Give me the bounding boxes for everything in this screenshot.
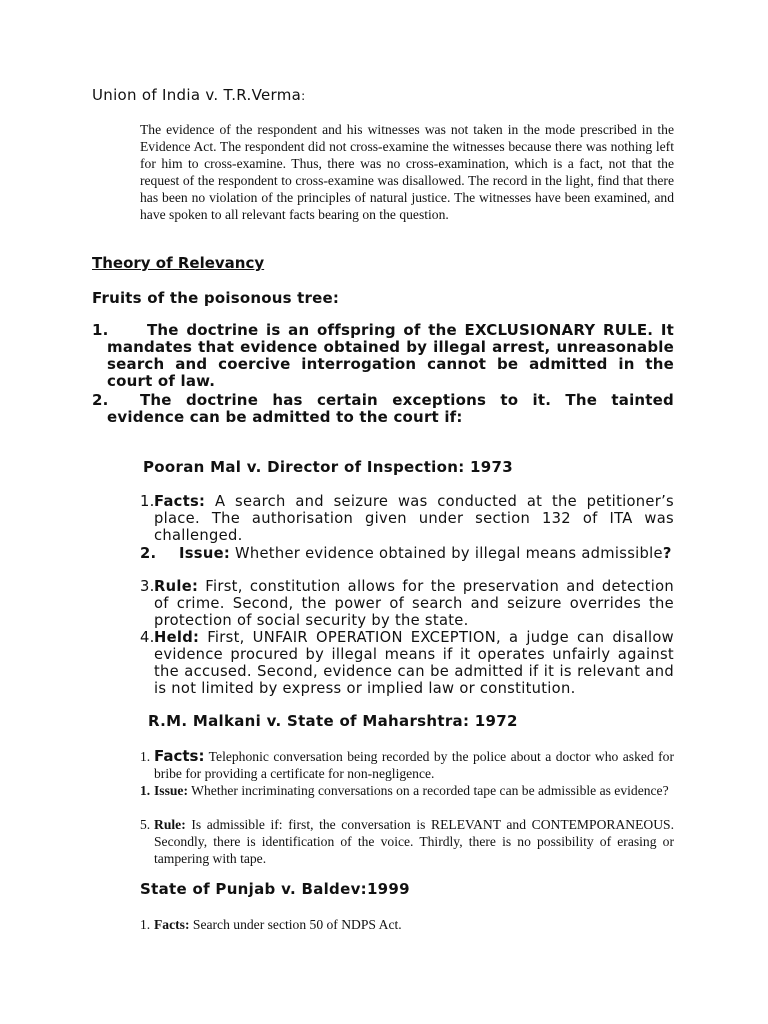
- list-number: 2.: [140, 545, 157, 562]
- case-heading-union: [92, 86, 305, 104]
- item-label: Held:: [154, 629, 200, 646]
- fruits-list-item: [92, 322, 674, 390]
- item-label: Issue:: [179, 545, 231, 562]
- fruits-list-item: [92, 392, 674, 426]
- item-text: Telephonic conversation being recorded by the police about a doctor who asked for bribe for providing a certificate for non-negligence.: [154, 749, 674, 781]
- case-heading-text: Union of India v. T.R.Verma: [92, 86, 302, 104]
- list-number: 2.: [92, 391, 109, 409]
- malkani-issue-item: [140, 782, 674, 799]
- pooran-rule-item: [140, 578, 674, 629]
- baldev-facts-item: [140, 916, 674, 933]
- list-number: 5.: [140, 817, 151, 832]
- item-label: Rule:: [154, 578, 199, 595]
- case-title-malkani: R.M. Malkani v. State of Maharshtra: 1972: [148, 712, 518, 730]
- list-number: 1.: [92, 321, 109, 339]
- item-label: Facts:: [154, 747, 205, 765]
- list-number: 1.: [140, 783, 151, 798]
- item-text: A search and seizure was conducted at the petitioner’s place. The authorisation given under section 132 of ITA was challenged.: [154, 493, 674, 544]
- item-label: Issue:: [154, 783, 188, 798]
- theory-heading: Theory of Relevancy: [92, 254, 265, 272]
- list-item-text: The doctrine has certain exceptions to it. The tainted evidence can be admitted to the court if:: [107, 391, 674, 426]
- case-title-pooran-mal: Pooran Mal v. Director of Inspection: 1973: [143, 458, 513, 476]
- item-text: First, constitution allows for the preservation and detection of crime. Second, the power of search and seizure overrides the protection of social security by the state.: [154, 578, 674, 629]
- case-title-baldev: State of Punjab v. Baldev:1999: [140, 880, 410, 898]
- list-number: 1.: [140, 493, 155, 510]
- list-number: 4.: [140, 629, 155, 646]
- list-number: 3.: [140, 578, 155, 595]
- item-label: Facts:: [154, 493, 206, 510]
- pooran-issue-item: [140, 545, 674, 562]
- list-number: 1.: [140, 917, 151, 932]
- quoted-judgment-paragraph: The evidence of the respondent and his witnesses was not taken in the mode prescribed in the Evidence Act. The respondent did not cross-examine the witnesses because there was nothing left for him to cross-examine. Thus, there was no cross-examination, which is a fact, not that the request of the respondent to cross-examine was disallowed. The record in the light, find that there has been no violation of the principles of natural justice. The witnesses have been examined, and have spoken to all relevant facts bearing on the question.: [140, 122, 674, 223]
- item-text: Search under section 50 of NDPS Act.: [189, 917, 402, 932]
- malkani-facts-item: [140, 748, 674, 782]
- item-trailing-mark: ?: [662, 545, 672, 562]
- list-item-text: The doctrine is an offspring of the EXCLUSIONARY RULE. It mandates that evidence obtained by illegal arrest, unreasonable search and coercive interrogation cannot be admitted in the court of law.: [107, 321, 674, 390]
- list-number: 1.: [140, 749, 151, 764]
- item-label: Facts:: [154, 917, 190, 932]
- case-heading-colon: :: [301, 89, 306, 103]
- malkani-rule-item: [140, 816, 674, 867]
- item-label: Rule:: [154, 817, 186, 832]
- item-text: Whether evidence obtained by illegal means admissible: [230, 545, 663, 562]
- fruits-heading: Fruits of the poisonous tree:: [92, 289, 340, 307]
- pooran-held-item: [140, 629, 674, 697]
- item-text: First, UNFAIR OPERATION EXCEPTION, a judge can disallow evidence procured by illegal means if it operates unfairly against the accused. Second, evidence can be admitted if it is relevant and is not limited by express or implied law or constitution.: [154, 629, 674, 697]
- item-text: Whether incriminating conversations on a recorded tape can be admissible as evidence?: [188, 783, 669, 798]
- item-text: Is admissible if: first, the conversation is RELEVANT and CONTEMPORANEOUS. Secondly, there is identification of the voice. Thirdly, there is no possibility of erasing or tampering with tape.: [154, 817, 674, 866]
- pooran-facts-item: [140, 493, 674, 544]
